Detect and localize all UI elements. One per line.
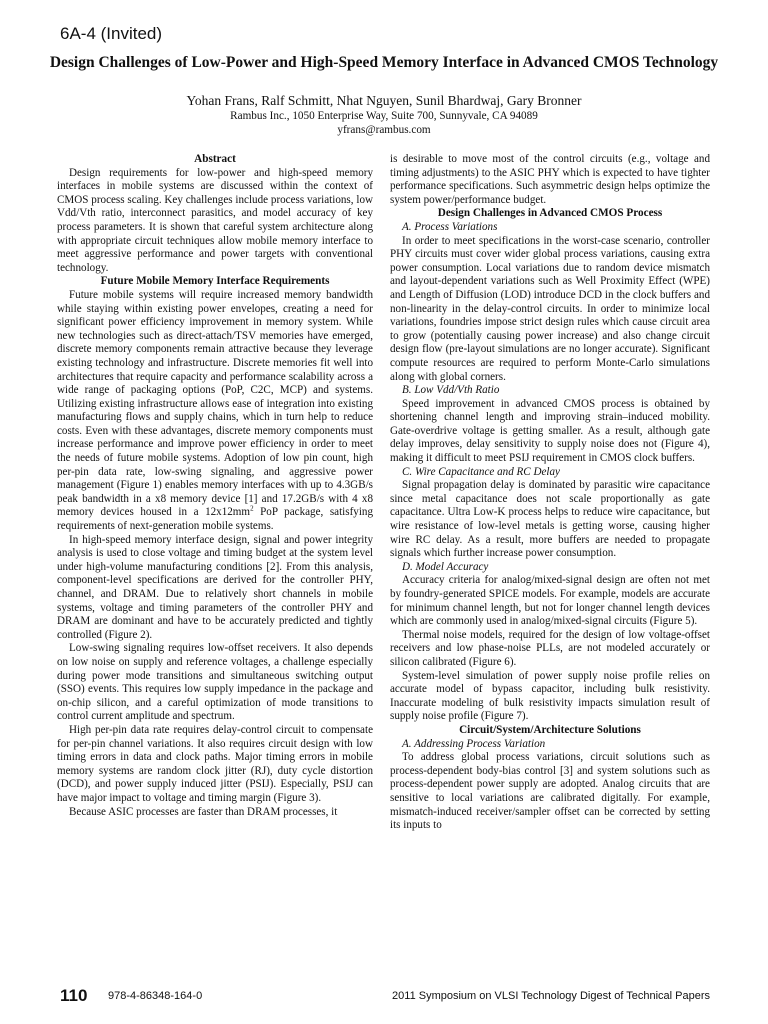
- affiliation: Rambus Inc., 1050 Enterprise Way, Suite 700, Sunnyvale, CA 94089: [230, 110, 538, 122]
- paragraph-text: PoP package, satisfying requirements of next-generation mobile systems.: [57, 506, 373, 533]
- right-column: [390, 153, 710, 833]
- paragraph: In order to meet specifications in the worst-case scenario, controller PHY circuits must cover wider global process variations, causing extra power consumption. Local variations due to random device mismatch and layout-dependent variations such as Well Proximity Effect (WPE) and Length of Diffusion (LOD) introduce DCD in the clock buffers and non-linearity in the delay-control circuits. In order to minimize local variations, foundries impose strict design rules which cause circuit area to grow (potentially causing power increase) and also change circuit design flow (pre-layout simulations are no longer accurate). Significant compute resources are required to perform Monte-Carlo simulations along with global corners.: [390, 234, 710, 383]
- paragraph: Low-swing signaling requires low-offset receivers. It also depends on low noise on supply and reference voltages, a challenge especially during power mode transitions and simultaneous switching output (SSO) events. This requires low supply impedance in the package and on-chip silicon, and a careful optimization of mode transitions to control current amplitude and spectrum.: [57, 642, 373, 723]
- subsection-heading: C. Wire Capacitance and RC Delay: [402, 465, 560, 478]
- abstract-heading: Abstract: [194, 153, 236, 165]
- page-footer: [0, 982, 768, 1012]
- paragraph: is desirable to move most of the control circuits (e.g., voltage and timing adjustments) to the ASIC PHY which is expected to have tighter performance specifications. Such asymmetric design helps optimize the system power/performance budget.: [390, 153, 710, 206]
- paragraph-text: Future mobile systems will require increased memory bandwidth while staying within existing power envelopes, creating a need for significant power efficiency improvement in memory system. While new technologies such as direct-attach/TSV memories have emerged, discrete memory components remain attractive because they leverage existing technology and infrastructure. Discrete memories fit well into architectures that require capacity and performance scalability across a wide range of packaging options (PoP, C2C, MCP) and systems. Utilizing existing infrastructure allows ease of integration into existing manufacturing flows and supply chains, which in turn help to reduce costs. Even with these advantages, discrete memory components must increase performance and improve power efficiency in order to meet the needs of future mobile systems. Adoption of low pin count, high per-pin data rate, low-swing signaling, and aggressive power management (Figure 1) enables memory interfaces with up to 4.3GB/s peak bandwidth in a x8 memory device [1] and 17.2GB/s with 4 x8 memory devices housed in a 12x12mm: [57, 288, 373, 519]
- paragraph: System-level simulation of power supply noise profile relies on accurate model of bypass capacitor, including bulk resistivity. Inaccurate modeling of bulk resistivity impacts simulation result of supply noise profile (Figure 7).: [390, 669, 710, 723]
- paragraph: Signal propagation delay is dominated by parasitic wire capacitance since metal capacitance does not scale proportionally as gate capacitance. Ultra Low-K process helps to reduce wire capacitance, but wire resistance of low-level metals is getting worse, causing higher wire RC delay. As a result, more buffers are needed to propagate signals which further increase power consumption.: [390, 479, 710, 560]
- paragraph: Accuracy criteria for analog/mixed-signal design are often not met by foundry-generated SPICE models. For example, models are accurate for minimum channel length, but not for longer channel length devices which are commonly used in analog/mixed-signal circuits (Figure 5).: [390, 574, 710, 628]
- subsection-heading: A. Process Variations: [402, 220, 498, 233]
- subsection-heading: B. Low Vdd/Vth Ratio: [402, 384, 500, 397]
- paragraph: In high-speed memory interface design, signal and power integrity analysis is used to close voltage and timing budget at the system level under high-volume manufacturing conditions [2]. From this analysis, component-level specifications are derived for the controller PHY, channel, and DRAM. Due to relatively short channels in mobile systems, voltage and timing parameters of the controller PHY and DRAM are dominant and have to be accurately predicted and tightly controlled (Figure 2).: [57, 533, 373, 641]
- paragraph: Thermal noise models, required for the design of low voltage-offset receivers and low phase-noise PLLs, are not modeled accurately or silicon calibrated (Figure 6).: [390, 628, 710, 668]
- section-id: 6A-4 (Invited): [60, 24, 163, 43]
- subsection-heading: A. Addressing Process Variation: [402, 737, 546, 750]
- left-column: [57, 153, 373, 819]
- paragraph: High per-pin data rate requires delay-control circuit to compensate for per-pin channel variations. It also requires circuit design with low timing errors in data and clock paths. Major timing errors in mobile memory systems are random clock jitter (RJ), duty cycle distortion (DCD), and power supply induced jitter (PSIJ). Especially, PSIJ can have major impact to voltage and timing margin (Figure 3).: [57, 723, 373, 804]
- section-heading-challenges: Design Challenges in Advanced CMOS Process: [437, 207, 663, 220]
- section-heading-requirements: Future Mobile Memory Interface Requirements: [100, 275, 330, 288]
- superscript: 2: [250, 504, 254, 513]
- paper-title: Design Challenges of Low-Power and High-Speed Memory Interface in Advanced CMOS Technology: [49, 54, 719, 71]
- paragraph: To address global process variations, circuit solutions such as process-dependent body-bias control [3] and system solutions such as process-dependent power supply are adopted. Analog circuits that are sensitive to local variations are calibrated digitally. For example, mismatch-induced receiver/sampler offset can be corrected by setting its inputs to: [390, 751, 710, 832]
- email-link[interactable]: yfrans@rambus.com: [337, 124, 431, 136]
- isbn: 978-4-86348-164-0: [108, 990, 203, 1002]
- publication-name: 2011 Symposium on VLSI Technology Digest of Technical Papers: [392, 990, 710, 1002]
- paragraph: Because ASIC processes are faster than DRAM processes, it: [69, 805, 338, 818]
- section-heading-solutions: Circuit/System/Architecture Solutions: [459, 723, 641, 736]
- subsection-heading: D. Model Accuracy: [402, 560, 489, 573]
- paragraph: Speed improvement in advanced CMOS process is obtained by shortening channel length and improving strain–induced mobility. Gate-overdrive voltage is getting smaller. As a result, although gate delay improves, delay sensitivity to supply noise does not (Figure 4), making it difficult to meet PSIJ requirement in CMOS clock buffers.: [390, 397, 710, 465]
- abstract-text: Design requirements for low-power and high-speed memory interfaces in mobile systems are discussed within the context of CMOS process scaling. Key challenges include process variations, low Vdd/Vth ratio, interconnect parasitics, and model accuracy of key process parameters. It is shown that careful system architecture along with appropriate circuit techniques allow mobile memory interface to meet aggressive performance and power targets with conventional technology.: [57, 166, 373, 274]
- paragraph: [57, 289, 373, 534]
- page-number: 110: [60, 986, 88, 1005]
- authors: Yohan Frans, Ralf Schmitt, Nhat Nguyen, Sunil Bhardwaj, Gary Bronner: [186, 93, 582, 108]
